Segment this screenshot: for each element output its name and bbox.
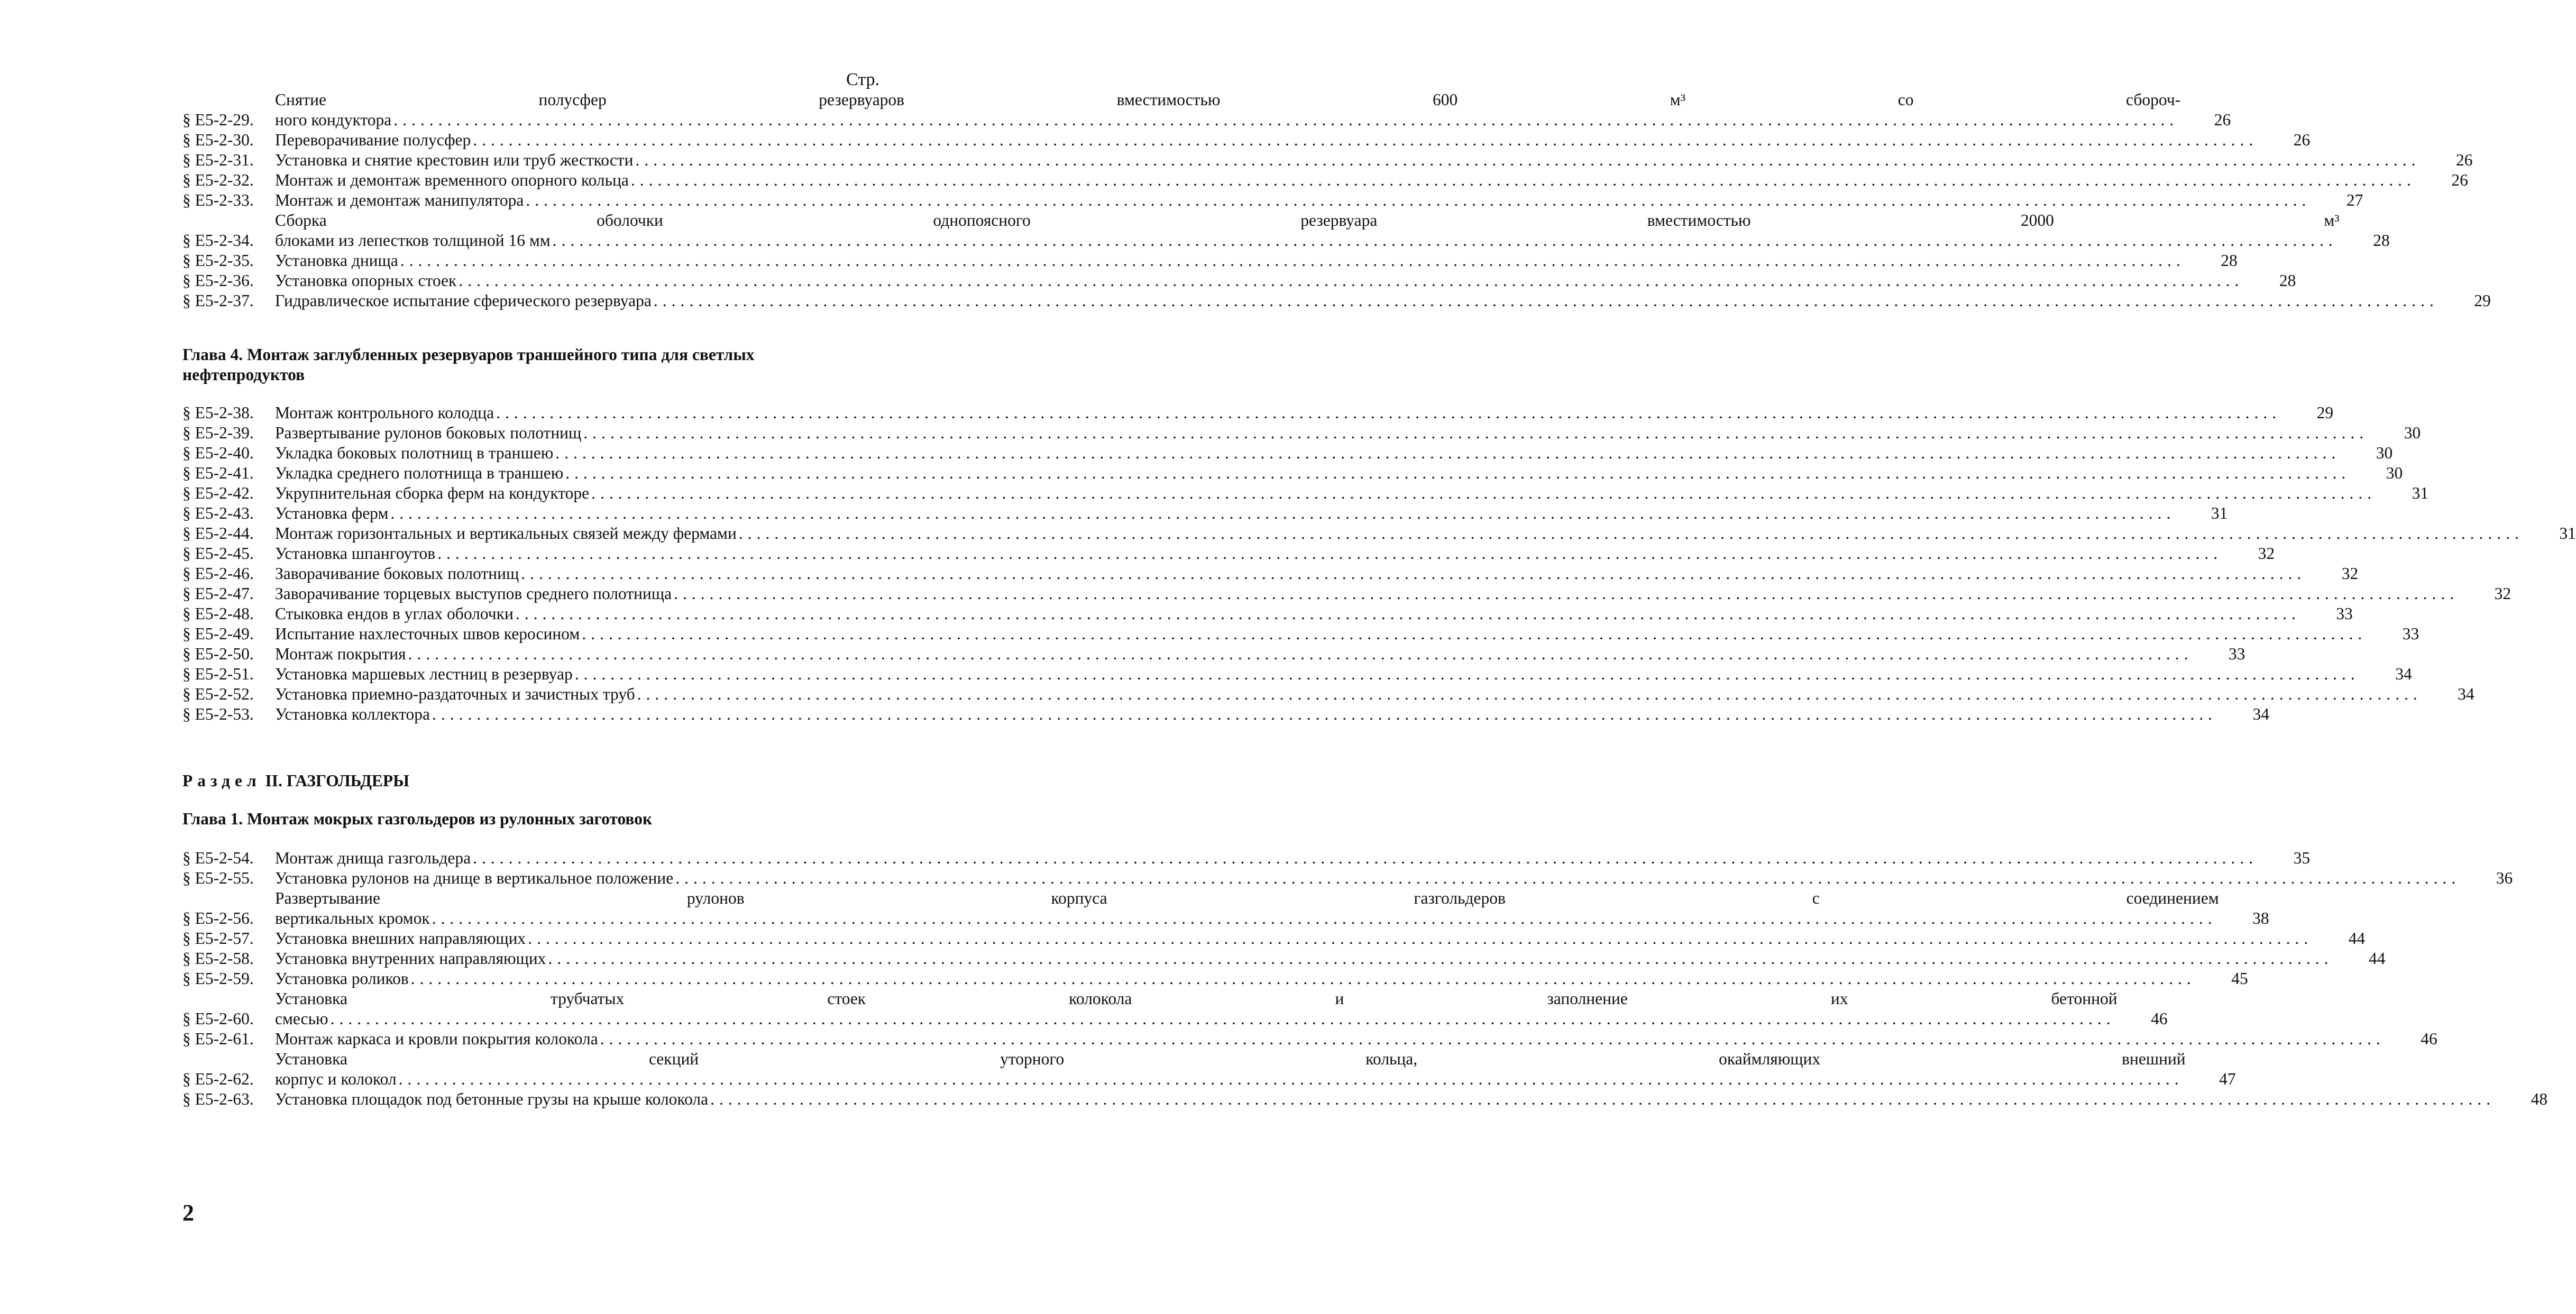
toc-entry bbox=[182, 1029, 2437, 1049]
chapter-1-title: Глава 1. Монтаж мокрых газгольдеров из рулонных заготовок bbox=[182, 810, 653, 828]
entry-number: § Е5-2-61. bbox=[182, 1030, 254, 1048]
entry-number: § Е5-2-42. bbox=[182, 484, 254, 502]
entry-title: Укладка среднего полотнища в траншею bbox=[275, 464, 564, 482]
entry-title: Заворачивание торцевых выступов среднего полотнища bbox=[275, 584, 672, 603]
entry-page: 35 bbox=[2293, 849, 2311, 867]
entry-title: Установка площадок под бетонные грузы на крыше колокола bbox=[275, 1090, 709, 1108]
toc-entry bbox=[182, 544, 2275, 564]
toc-entry bbox=[182, 251, 2238, 271]
toc-entry bbox=[182, 888, 2269, 929]
dot-leader: ........................................................................................................................................................................................................ bbox=[473, 131, 2258, 149]
entry-number: § Е5-2-57. bbox=[182, 929, 254, 948]
entry-number: § Е5-2-40. bbox=[182, 444, 254, 462]
entry-page: 31 bbox=[2559, 524, 2576, 543]
entry-number: § Е5-2-34. bbox=[182, 231, 254, 250]
dot-leader: ........................................................................................................................................................................................................ bbox=[398, 1070, 2184, 1088]
entry-page: 32 bbox=[2258, 544, 2275, 563]
dot-leader: ........................................................................................................................................................................................................ bbox=[473, 849, 2258, 867]
dot-leader: ........................................................................................................................................................................................................ bbox=[582, 624, 2367, 643]
dot-leader: ........................................................................................................................................................................................................ bbox=[675, 869, 2461, 887]
entry-number: § Е5-2-60. bbox=[182, 1009, 254, 1028]
toc-entry bbox=[182, 443, 2393, 463]
entry-title: Установка приемно-раздаточных и зачистных труб bbox=[275, 685, 635, 703]
entry-title: Укрупнительная сборка ферм на кондукторе bbox=[275, 484, 590, 502]
entry-title: Установка опорных стоек bbox=[275, 271, 457, 290]
toc-entry bbox=[182, 523, 2576, 544]
entry-page: 31 bbox=[2211, 504, 2228, 522]
entry-page: 28 bbox=[2373, 231, 2390, 250]
dot-leader: ........................................................................................................................................................................................................ bbox=[565, 464, 2351, 482]
entry-number: § Е5-2-35. bbox=[182, 251, 254, 270]
entry-page: 36 bbox=[2496, 869, 2513, 887]
dot-leader: ........................................................................................................................................................................................................ bbox=[630, 171, 2416, 189]
entry-page: 26 bbox=[2293, 131, 2311, 149]
dot-leader: ........................................................................................................................................................................................................ bbox=[459, 271, 2244, 290]
entry-page: 30 bbox=[2376, 444, 2393, 462]
entry-title: Установка ферм bbox=[275, 504, 389, 522]
dot-leader: ........................................................................................................................................................................................................ bbox=[574, 665, 2360, 683]
entry-title: Установка коллектора bbox=[275, 705, 430, 723]
entry-page: 47 bbox=[2219, 1070, 2236, 1088]
dot-leader: ........................................................................................................................................................................................................ bbox=[432, 705, 2217, 723]
entry-page: 30 bbox=[2404, 424, 2421, 442]
toc-entry bbox=[182, 150, 2473, 170]
entry-title: Заворачивание боковых полотнищ bbox=[275, 564, 519, 583]
entry-title: Монтаж покрытия bbox=[275, 645, 406, 663]
entry-number: § Е5-2-51. bbox=[182, 665, 254, 683]
entry-title: Монтаж днища газгольдера bbox=[275, 849, 471, 867]
entry-title: ного кондуктора bbox=[275, 111, 392, 129]
entry-number: § Е5-2-44. bbox=[182, 524, 254, 543]
toc-entry bbox=[182, 564, 2359, 584]
dot-leader: ........................................................................................................................................................................................................ bbox=[393, 111, 2179, 129]
entry-page: 28 bbox=[2279, 271, 2296, 290]
entry-title: смесью bbox=[275, 1009, 328, 1028]
entry-number: § Е5-2-41. bbox=[182, 464, 254, 482]
toc-entry bbox=[182, 291, 2491, 311]
toc-entry bbox=[182, 604, 2353, 624]
entry-title: Снятие полусфер резервуаров вместимостью 600 м³ со сбороч- bbox=[275, 90, 2181, 109]
entry-title: Развертывание рулонов корпуса газгольдеров с соединением bbox=[275, 889, 2219, 907]
toc-entry bbox=[182, 848, 2311, 868]
entry-title: Установка днища bbox=[275, 251, 398, 270]
entry-page: 33 bbox=[2229, 645, 2245, 663]
toc-entry bbox=[182, 644, 2245, 664]
dot-leader: ........................................................................................................................................................................................................ bbox=[653, 291, 2439, 310]
entry-title: Установка внешних направляющих bbox=[275, 929, 526, 948]
entry-page: 26 bbox=[2214, 111, 2231, 129]
entry-page: 31 bbox=[2412, 484, 2429, 502]
entry-number: § Е5-2-33. bbox=[182, 191, 254, 209]
entry-title: Монтаж горизонтальных и вертикальных связей между фермами bbox=[275, 524, 737, 543]
entry-number: § Е5-2-56. bbox=[182, 909, 254, 927]
entry-page: 34 bbox=[2395, 665, 2412, 683]
toc-entry bbox=[182, 929, 2366, 949]
dot-leader: ........................................................................................................................................................................................................ bbox=[521, 564, 2306, 583]
toc-entry bbox=[182, 684, 2474, 704]
entry-number: § Е5-2-55. bbox=[182, 869, 254, 887]
entry-number: § Е5-2-31. bbox=[182, 151, 254, 169]
entry-page: 48 bbox=[2531, 1090, 2548, 1108]
dot-leader: ........................................................................................................................................................................................................ bbox=[496, 403, 2281, 422]
entry-title: Гидравлическое испытание сферического резервуара bbox=[275, 291, 652, 310]
entry-page: 26 bbox=[2451, 171, 2468, 189]
entry-title: Монтаж контрольного колодца bbox=[275, 403, 494, 422]
toc-entry bbox=[182, 463, 2403, 483]
entry-title: Развертывание рулонов боковых полотнищ bbox=[275, 424, 582, 442]
entry-title: корпус и колокол bbox=[275, 1070, 397, 1088]
entry-title: Установка и снятие крестовин или труб жесткости bbox=[275, 151, 634, 169]
page-number: 2 bbox=[182, 1200, 194, 1226]
dot-leader: ........................................................................................................................................................................................................ bbox=[330, 1009, 2115, 1028]
entry-number: § Е5-2-50. bbox=[182, 645, 254, 663]
entry-number: § Е5-2-45. bbox=[182, 544, 254, 563]
section-prefix: Раздел bbox=[182, 771, 261, 790]
dot-leader: ........................................................................................................................................................................................................ bbox=[526, 191, 2311, 209]
entry-page: 26 bbox=[2455, 151, 2473, 169]
entry-title: Стыковка ендов в углах оболочки bbox=[275, 604, 514, 623]
dot-leader: ........................................................................................................................................................................................................ bbox=[400, 251, 2185, 270]
toc-entry bbox=[182, 483, 2429, 503]
entry-title: Установка секций уторного кольца, окаймляющих внешний bbox=[275, 1050, 2186, 1068]
toc-entry bbox=[182, 130, 2311, 150]
entry-title: Монтаж и демонтаж манипулятора bbox=[275, 191, 524, 209]
entry-number: § Е5-2-62. bbox=[182, 1070, 254, 1088]
dot-leader: ........................................................................................................................................................................................................ bbox=[552, 231, 2337, 250]
entry-number: § Е5-2-52. bbox=[182, 685, 254, 703]
toc-entry bbox=[182, 190, 2363, 210]
entry-title: Переворачивание полусфер bbox=[275, 131, 471, 149]
dot-leader: ........................................................................................................................................................................................................ bbox=[528, 929, 2313, 948]
entry-title: Установка трубчатых стоек колокола и заполнение их бетонной bbox=[275, 989, 2117, 1008]
entry-title: вертикальных кромок bbox=[275, 909, 430, 927]
entry-number: § Е5-2-39. bbox=[182, 424, 254, 442]
toc-entry bbox=[182, 704, 2269, 724]
toc-entry bbox=[182, 624, 2419, 644]
entry-number: § Е5-2-43. bbox=[182, 504, 254, 522]
entry-page: 30 bbox=[2386, 464, 2403, 482]
entry-number: § Е5-2-30. bbox=[182, 131, 254, 149]
dot-leader: ........................................................................................................................................................................................................ bbox=[591, 484, 2377, 502]
toc-entry bbox=[182, 868, 2513, 888]
entry-page: 33 bbox=[2402, 624, 2419, 643]
entry-number: § Е5-2-37. bbox=[182, 291, 254, 310]
toc-entry bbox=[182, 584, 2511, 604]
toc-entry bbox=[182, 1049, 2236, 1089]
toc-entry bbox=[182, 989, 2168, 1029]
entry-title: Сборка оболочки однопоясного резервуара вместимостью 2000 м³ bbox=[275, 211, 2340, 229]
toc-entry bbox=[182, 90, 2231, 130]
entry-page: 44 bbox=[2368, 949, 2386, 968]
entry-title: Установка внутренних направляющих bbox=[275, 949, 546, 968]
entry-number: § Е5-2-63. bbox=[182, 1090, 254, 1108]
entry-page: 28 bbox=[2221, 251, 2238, 270]
entry-number: § Е5-2-49. bbox=[182, 624, 254, 643]
dot-leader: ........................................................................................................................................................................................................ bbox=[408, 645, 2193, 663]
entry-page: 29 bbox=[2474, 291, 2491, 310]
entry-title: Установка рулонов на днище в вертикальное положение bbox=[275, 869, 674, 887]
toc-entry bbox=[182, 403, 2334, 423]
entry-page: 29 bbox=[2316, 403, 2334, 422]
dot-leader: ........................................................................................................................................................................................................ bbox=[674, 584, 2459, 603]
section-2-title bbox=[182, 771, 409, 791]
dot-leader: ........................................................................................................................................................................................................ bbox=[710, 1090, 2496, 1108]
chapter-4-title: Глава 4. Монтаж заглубленных резервуаров траншейного типа для светлых нефтепродуктов bbox=[182, 345, 755, 384]
entry-title: Испытание нахлесточных швов керосином bbox=[275, 624, 580, 643]
entry-number: § Е5-2-38. bbox=[182, 403, 254, 422]
entry-number: § Е5-2-53. bbox=[182, 705, 254, 723]
dot-leader: ........................................................................................................................................................................................................ bbox=[548, 949, 2333, 968]
toc-entry bbox=[182, 664, 2412, 684]
toc-entry bbox=[182, 1089, 2548, 1109]
entry-page: 45 bbox=[2231, 969, 2248, 988]
entry-page: 32 bbox=[2494, 584, 2511, 603]
entry-number: § Е5-2-36. bbox=[182, 271, 254, 290]
toc-entry bbox=[182, 210, 2390, 251]
entry-title: Установка роликов bbox=[275, 969, 409, 988]
entry-number: § Е5-2-29. bbox=[182, 111, 254, 129]
dot-leader: ........................................................................................................................................................................................................ bbox=[390, 504, 2176, 522]
dot-leader: ........................................................................................................................................................................................................ bbox=[738, 524, 2524, 543]
toc-entry bbox=[182, 969, 2248, 989]
entry-title: Установка шпангоутов bbox=[275, 544, 436, 563]
entry-number: § Е5-2-46. bbox=[182, 564, 254, 583]
toc-group-2 bbox=[182, 403, 2576, 724]
entry-number: § Е5-2-54. bbox=[182, 849, 254, 867]
entry-page: 34 bbox=[2458, 685, 2474, 703]
dot-leader: ........................................................................................................................................................................................................ bbox=[432, 909, 2217, 927]
entry-title: Укладка боковых полотнищ в траншею bbox=[275, 444, 554, 462]
entry-page: 46 bbox=[2421, 1030, 2437, 1048]
entry-title: Монтаж и демонтаж временного опорного кольца bbox=[275, 171, 629, 189]
entry-page: 27 bbox=[2346, 191, 2363, 209]
dot-leader: ........................................................................................................................................................................................................ bbox=[410, 969, 2196, 988]
entry-title: Установка маршевых лестниц в резервуар bbox=[275, 665, 573, 683]
entry-page: 34 bbox=[2252, 705, 2269, 723]
entry-page: 44 bbox=[2348, 929, 2366, 948]
entry-number: § Е5-2-59. bbox=[182, 969, 254, 988]
dot-leader: ........................................................................................................................................................................................................ bbox=[583, 424, 2369, 442]
toc-entry bbox=[182, 423, 2421, 443]
section-name: II. ГАЗГОЛЬДЕРЫ bbox=[265, 771, 410, 790]
page-column-label: Стр. bbox=[846, 70, 880, 89]
entry-number: § Е5-2-32. bbox=[182, 171, 254, 189]
toc-entry bbox=[182, 170, 2468, 190]
toc-entry bbox=[182, 271, 2296, 291]
dot-leader: ........................................................................................................................................................................................................ bbox=[635, 151, 2421, 169]
entry-number: § Е5-2-47. bbox=[182, 584, 254, 603]
toc-group-3 bbox=[182, 848, 2548, 1109]
dot-leader: ........................................................................................................................................................................................................ bbox=[600, 1030, 2385, 1048]
entry-page: 33 bbox=[2336, 604, 2353, 623]
entry-page: 38 bbox=[2252, 909, 2269, 927]
dot-leader: ........................................................................................................................................................................................................ bbox=[555, 444, 2341, 462]
entry-page: 32 bbox=[2341, 564, 2359, 583]
dot-leader: ........................................................................................................................................................................................................ bbox=[515, 604, 2300, 623]
entry-page: 46 bbox=[2151, 1009, 2168, 1028]
dot-leader: ........................................................................................................................................................................................................ bbox=[437, 544, 2223, 563]
entry-title: Монтаж каркаса и кровли покрытия колокола bbox=[275, 1030, 598, 1048]
entry-number: § Е5-2-48. bbox=[182, 604, 254, 623]
entry-number: § Е5-2-58. bbox=[182, 949, 254, 968]
toc-entry bbox=[182, 503, 2228, 523]
dot-leader: ........................................................................................................................................................................................................ bbox=[637, 685, 2422, 703]
entry-title: блоками из лепестков толщиной 16 мм bbox=[275, 231, 551, 250]
toc-entry bbox=[182, 949, 2386, 969]
toc-group-1 bbox=[182, 90, 2491, 311]
